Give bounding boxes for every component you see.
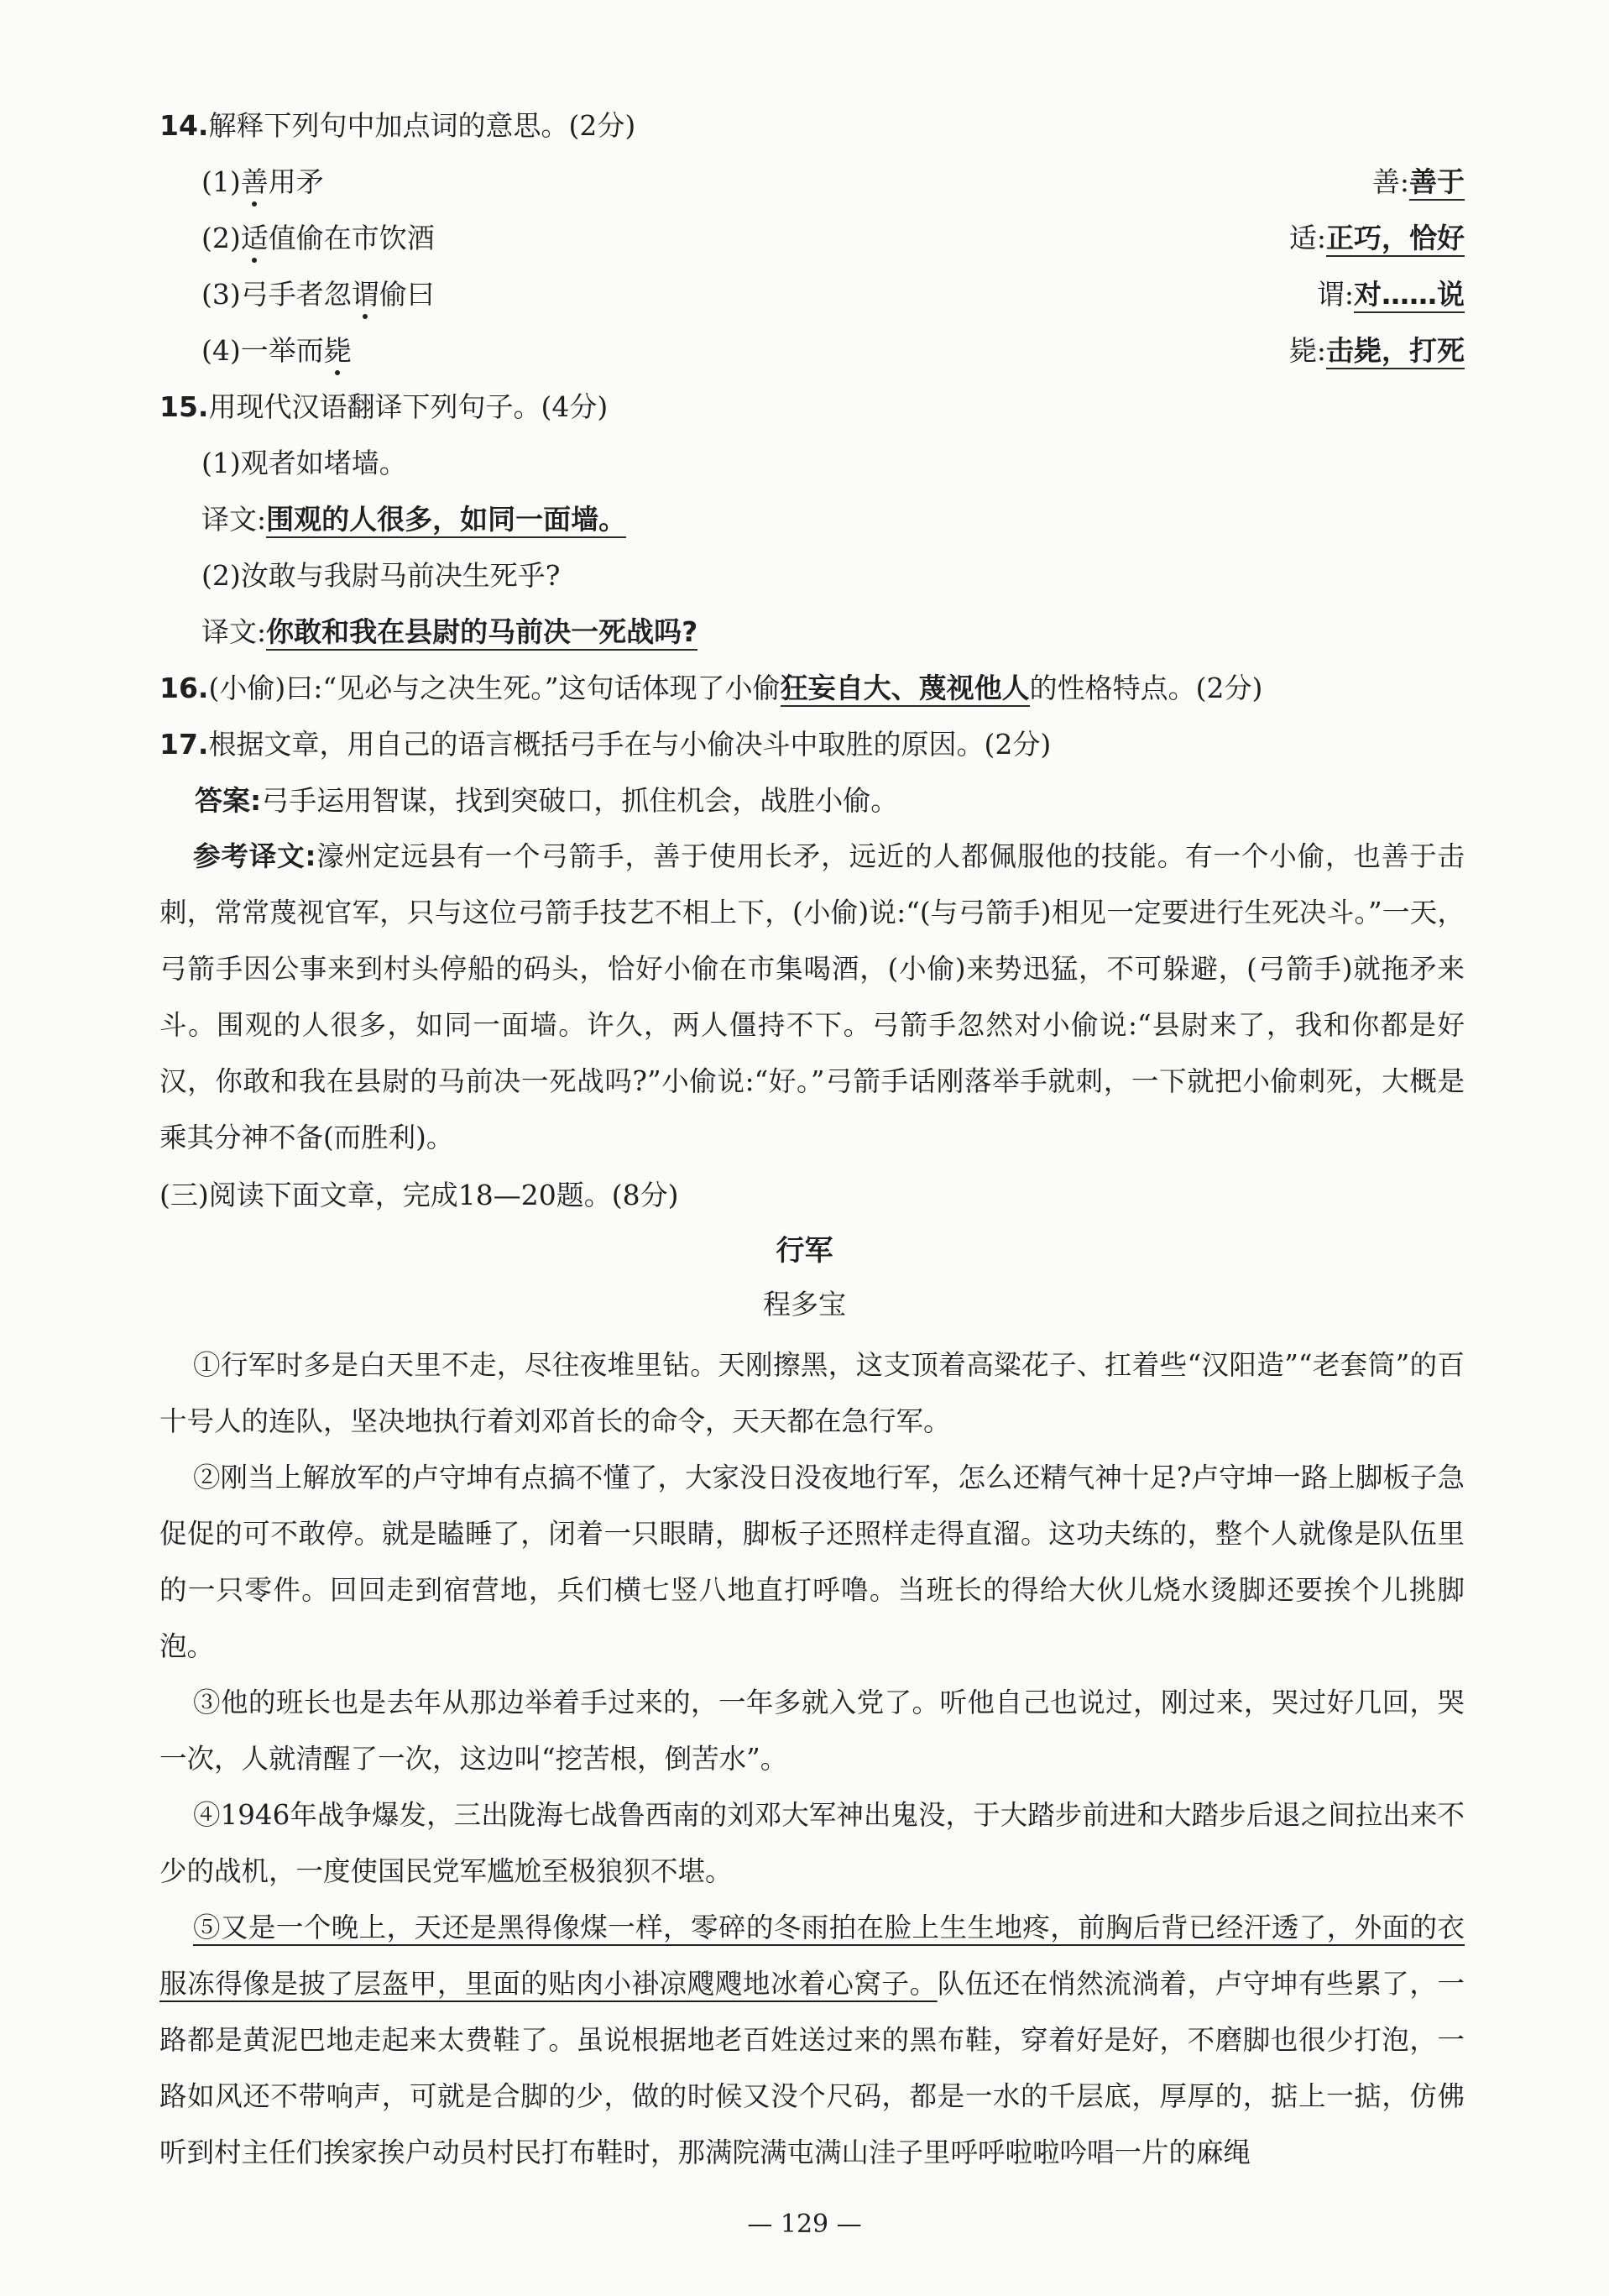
dotted-word: 善 bbox=[240, 165, 269, 198]
translation-label: 译文: bbox=[201, 503, 267, 536]
q17-answer bbox=[195, 784, 898, 818]
q14-answer-2: 适:正巧，恰好 bbox=[1289, 222, 1465, 255]
paragraph-2: ②刚当上解放军的卢守坤有点搞不懂了，大家没日没夜地行军，怎么还精气神十足?卢守坤一路上脚板子急促促的可不敢停。就是瞌睡了，闭着一只眼睛，脚板子还照样走得直溜。这功夫练的，整个人就像是队伍里的一只零件。回回走到宿营地，兵们横七竖八地直打呼噜。当班长的得给大伙儿烧水烫脚还要挨个儿挑脚泡。 bbox=[159, 1462, 1465, 1662]
underlined-sentence: ⑤又是一个晚上，天还是黑得像煤一样，零碎的冬雨拍在脸上生生地疼，前胸后背已经汗透了，外面的衣服冻得像是披了层盔甲，里面的贴肉小褂凉飕飕地冰着心窝子。 bbox=[159, 1912, 1465, 2000]
answer-text: 弓手运用智谋，找到突破口，抓住机会，战胜小偷。 bbox=[261, 784, 899, 817]
reference-translation bbox=[159, 829, 1465, 1166]
paragraph-4: ④1946年战争爆发，三出陇海七战鲁西南的刘邓大军神出鬼没，于大踏步前进和大踏步后退之间拉出来不少的战机，一度使国民党军尴尬至极狼狈不堪。 bbox=[159, 1799, 1465, 1887]
question-number: 16. bbox=[159, 672, 209, 704]
paragraph-1: ①行军时多是白天里不走，尽往夜堆里钻。天刚擦黑，这支顶着高粱花子、扛着些“汉阳造”“老套筒”的百十号人的连队，坚决地执行着刘邓首长的命令，天天都在急行军。 bbox=[159, 1349, 1465, 1437]
translation-label: 译文: bbox=[201, 615, 267, 648]
question-prompt: 用现代汉语翻译下列句子。(4分) bbox=[208, 390, 609, 423]
question-number: 17. bbox=[159, 728, 209, 761]
paragraph-3: ③他的班长也是去年从那边举着手过来的，一年多就入党了。听他自己也说过，刚过来，哭过好几回，哭一次，人就清醒了一次，这边叫“挖苦根，倒苦水”。 bbox=[159, 1687, 1465, 1775]
answer-text: 击毙，打死 bbox=[1326, 334, 1465, 369]
dotted-word: 毙 bbox=[323, 334, 352, 367]
article-title: 行军 bbox=[776, 1234, 833, 1268]
article-author: 程多宝 bbox=[763, 1288, 846, 1321]
q14-item-3: (3)弓手者忽谓偷曰 bbox=[201, 278, 435, 311]
paragraph-5: ⑤又是一个晚上，天还是黑得像煤一样，零碎的冬雨拍在脸上生生地疼，前胸后背已经汗透了，外面的衣服冻得像是披了层盔甲，里面的贴肉小褂凉飕飕地冰着心窝子。队伍还在悄然流淌着，卢守坤有些累了，一路都是黄泥巴地走起来太费鞋了。虽说根据地老百姓送过来的黑布鞋，穿着好是好，不磨脚也很少打泡，一路如风还不带响声，可就是合脚的少，做的时候又没个尺码，都是一水的千层底，厚厚的，掂上一掂，仿佛听到村主任们挨家挨户动员村民打布鞋时，那满院满屯满山洼子里呼呼啦啦吟唱一片的麻绳 bbox=[159, 1912, 1465, 2168]
question-number: 15. bbox=[159, 390, 209, 423]
q14-item-2: (2)适值偷在市饮酒 bbox=[201, 222, 435, 254]
question-16: 16.(小偷)曰:“见必与之决生死。”这句话体现了小偷狂妄自大、蔑视他人的性格特点。(2分) bbox=[159, 672, 1262, 705]
q14-item-4: (4)一举而毙 bbox=[201, 334, 352, 367]
answer-text: 善于 bbox=[1409, 165, 1465, 201]
answer-text: 对……说 bbox=[1354, 278, 1465, 313]
page-number: — 129 — bbox=[747, 2210, 862, 2239]
question-prompt: 解释下列句中加点词的意思。(2分) bbox=[208, 109, 636, 142]
answer-text: 正巧，恰好 bbox=[1326, 222, 1465, 257]
answer-label: 答案: bbox=[195, 784, 262, 817]
q14-answer-1: 善:善于 bbox=[1372, 165, 1465, 199]
dotted-word: 谓 bbox=[351, 278, 379, 311]
q14-item-1: (1)善用矛 bbox=[201, 165, 324, 198]
reference-label: 参考译文: bbox=[193, 840, 316, 872]
question-prompt: 根据文章，用自己的语言概括弓手在与小偷决斗中取胜的原因。(2分) bbox=[208, 728, 1052, 761]
dotted-word: 适 bbox=[240, 222, 269, 254]
question-15 bbox=[159, 390, 608, 424]
answer-text: 围观的人很多，如同一面墙。 bbox=[266, 503, 626, 538]
article-body bbox=[159, 1337, 1465, 2181]
question-17 bbox=[159, 728, 1051, 761]
question-number: 14. bbox=[159, 109, 209, 142]
q15-sentence-1: (1)观者如堵墙。 bbox=[201, 447, 407, 479]
answer-text: 你敢和我在县尉的马前决一死战吗? bbox=[266, 615, 697, 651]
answer-text: 狂妄自大、蔑视他人 bbox=[781, 672, 1030, 707]
q14-answer-3: 谓:对……说 bbox=[1317, 278, 1465, 311]
q15-sentence-2: (2)汝敢与我尉马前决生死乎? bbox=[201, 559, 561, 592]
q15-translation-2 bbox=[201, 615, 697, 649]
section-heading: (三)阅读下面文章，完成18—20题。(8分) bbox=[159, 1179, 679, 1211]
reference-text: 濠州定远县有一个弓箭手，善于使用长矛，远近的人都佩服他的技能。有一个小偷，也善于击刺，常常蔑视官军，只与这位弓箭手技艺不相上下，(小偷)说:“(与弓箭手)相见一定要进行生死决斗。”一天，弓箭手因公事来到村头停船的码头，恰好小偷在市集喝酒，(小偷)来势迅猛，不可躲避，(弓箭手)就拖矛来斗。围观的人很多，如同一面墙。许久，两人僵持不下。弓箭手忽然对小偷说:“县尉来了，我和你都是好汉，你敢和我在县尉的马前决一死战吗?”小偷说:“好。”弓箭手话刚落举手就刺，一下就把小偷刺死，大概是乘其分神不备(而胜利)。 bbox=[159, 840, 1465, 1153]
q14-answer-4: 毙:击毙，打死 bbox=[1289, 334, 1465, 368]
q15-translation-1 bbox=[201, 503, 626, 536]
question-14 bbox=[159, 109, 635, 143]
